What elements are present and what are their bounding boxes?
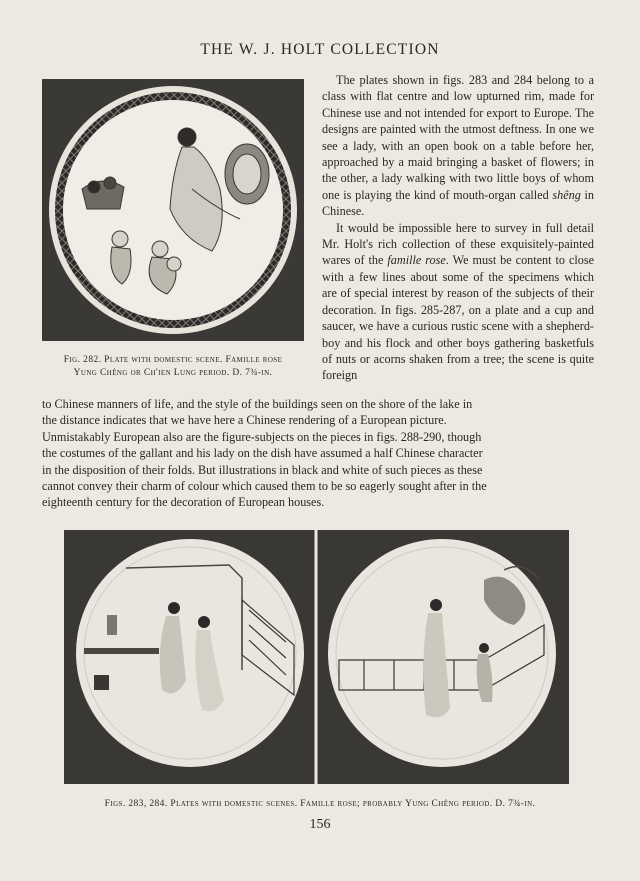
running-header: THE W. J. HOLT COLLECTION	[200, 41, 440, 58]
figures-283-284-caption: Figs. 283, 284. Plates with domestic scenes. Famille rose; probably Yung Chêng period. D. 7¾-in.	[104, 799, 536, 809]
plate-284	[328, 539, 556, 767]
text-line: Unmistakably European also are the figure-subjects on the pieces in figs. 288-290, though	[42, 429, 482, 444]
text-line: eighteenth century for the decoration of European houses.	[42, 495, 325, 510]
plate-283	[76, 539, 304, 767]
text-line: the costumes of the gallant and his lady on the dish have assumed a half Chinese character	[42, 446, 483, 461]
paragraph-2-italic-term: famille rose	[387, 253, 446, 268]
plate-282-illustration	[42, 79, 304, 341]
paragraph-2-text-b: . We must be content to close with a few lines about some of the specimens which are of special interest by reason of the subjects of their decoration. In figs. 285-287, on a plate and a cup and saucer, we have a curious rustic scene with a shepherd-boy and his flock and other boys gathering basketfuls of nuts or acorns shaken from a tree; the scene is quite foreign	[322, 253, 595, 383]
text-line: the distance indicates that we have here a Chinese rendering of a European picture.	[42, 413, 447, 428]
text-line: in the disposition of their folds. But illustrations in black and white of such pieces as these	[42, 462, 483, 477]
paragraph-1-end: in Chinese.	[322, 187, 595, 219]
plates-283-284-illustration	[64, 530, 569, 784]
text-line: to Chinese manners of life, and the style of the buildings seen on the shore of the lake in	[42, 397, 473, 411]
figures-283-284-photo	[64, 530, 569, 784]
page-number: 156	[309, 817, 331, 832]
figure-282-caption-line1: Fig. 282. Plate with domestic scene. Famille rose	[63, 355, 283, 365]
figure-282-photo	[42, 79, 304, 341]
full-width-text	[42, 396, 594, 511]
paragraph-1-text: The plates shown in figs. 283 and 284 belong to a class with flat centre and low upturned rim, made for Chinese use and not intended for export to Europe. The designs are painted with the utmost deftness. In one we see a lady, with an open book on a table before her, approached by a maid bringing a basket of flowers; in the other, a lady walking with two little boys of whom one is playing the kind of mouth-organ called	[322, 73, 594, 202]
right-column-text	[322, 72, 594, 384]
figure-282-caption	[42, 354, 304, 380]
paragraph-1-italic-term: shêng	[552, 187, 581, 202]
paragraph-1	[322, 72, 594, 220]
vase-figure	[225, 144, 269, 204]
figure-282-caption-line2: Yung Chêng or Ch'ien Lung period. D. 7¾-in.	[73, 368, 273, 378]
text-line: cannot convey their charm of colour which caused them to be so eagerly sought after in the	[42, 479, 487, 494]
paragraph-2	[322, 220, 594, 384]
paragraph-2-text-a: It would be impossible here to survey in full detail Mr. Holt's rich collection of these exquisitely-painted wares of the	[322, 220, 594, 268]
